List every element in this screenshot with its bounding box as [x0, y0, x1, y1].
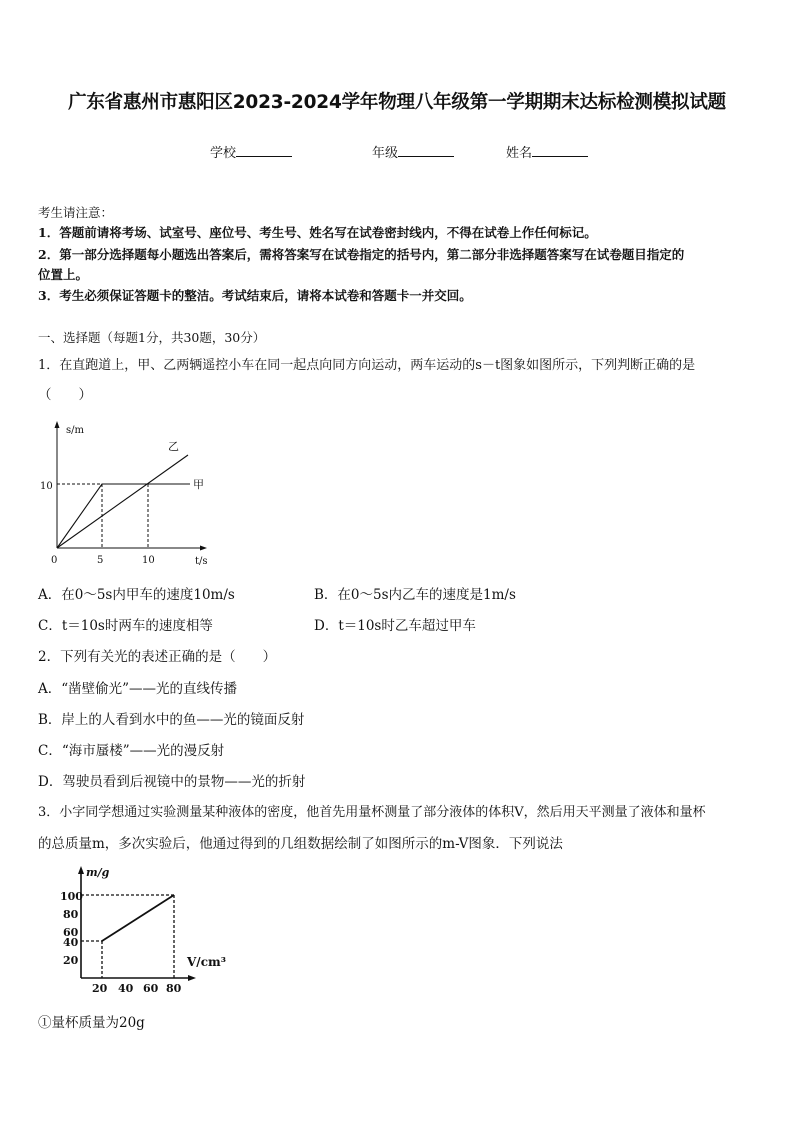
q3-y-arrow	[78, 866, 84, 874]
q1-option-a: A．在0～5s内甲车的速度10m/s	[38, 587, 235, 603]
section-heading: 一、选择题（每题1分，共30题，30分）	[38, 330, 266, 345]
q3-stem-line2: 的总质量m，多次实验后，他通过得到的几组数据绘制了如图所示的m-V图象．下列说法	[38, 836, 563, 852]
q1-xtick-10: 10	[142, 555, 155, 566]
name-blank	[532, 144, 588, 157]
q2-option-b: B．岸上的人看到水中的鱼——光的镜面反射	[38, 712, 305, 728]
q2-option-d: D．驾驶员看到后视镜中的景物——光的折射	[38, 774, 306, 790]
q3-ytick-80: 80	[63, 908, 79, 921]
grade-label: 年级	[372, 146, 399, 161]
q1-y-arrow	[55, 421, 60, 428]
q3-ytick-20: 20	[63, 954, 79, 967]
notice-item-3: 3．考生必须保证答题卡的整洁。考试结束后，请将本试卷和答题卡一并交回。	[38, 288, 472, 303]
q1-st-graph	[30, 418, 230, 570]
notice-item-1: 1．答题前请将考场、试室号、座位号、考生号、姓名写在试卷密封线内，不得在试卷上作任何标记。	[38, 225, 597, 240]
name-field	[506, 142, 588, 161]
q3-xtick-80: 80	[166, 982, 182, 995]
q3-ytick-40: 40	[63, 936, 79, 949]
q3-xtick-20: 20	[92, 982, 108, 995]
q1-origin: 0	[51, 555, 58, 566]
q3-x-arrow	[188, 975, 196, 981]
q1-x-arrow	[200, 546, 207, 551]
school-blank	[236, 144, 292, 157]
q1-option-b: B．在0～5s内乙车的速度是1m/s	[314, 587, 516, 603]
name-label: 姓名	[506, 146, 533, 161]
q2-option-a: A．“凿壁偷光”——光的直线传播	[38, 681, 238, 697]
q3-stem-line1: 3．小字同学想通过实验测量某种液体的密度，他首先用量杯测量了部分液体的体积V，然后用天平测量了液体和量杯	[38, 805, 706, 820]
q3-statement-1: ①量杯质量为20g	[38, 1015, 145, 1031]
q1-xtick-5: 5	[97, 555, 104, 566]
q3-xtick-40: 40	[118, 982, 134, 995]
notice-item-2: 2．第一部分选择题每小题选出答案后，需将答案写在试卷指定的括号内，第二部分非选择题答案写在试卷题目指定的	[38, 247, 685, 262]
q3-mv-graph	[50, 862, 230, 998]
grade-blank	[398, 144, 454, 157]
page-title: 广东省惠州市惠阳区2023-2024学年物理八年级第一学期期末达标检测模拟试题	[68, 92, 726, 113]
q3-ylabel: m/g	[86, 866, 110, 879]
q3-xtick-60: 60	[143, 982, 159, 995]
q1-option-c: C．t＝10s时两车的速度相等	[38, 618, 213, 634]
q3-ytick-100: 100	[60, 890, 83, 903]
q3-line-mv	[102, 895, 174, 941]
q1-line-yi	[57, 455, 188, 548]
school-label: 学校	[210, 146, 237, 161]
q1-ylabel: s/m	[66, 425, 84, 436]
q3-xlabel: V/cm³	[187, 955, 226, 969]
q1-label-yi: 乙	[168, 440, 179, 453]
notice-heading: 考生请注意：	[38, 205, 114, 220]
notice-item-2-cont: 位置上。	[38, 267, 89, 282]
q1-stem-line2: （ ）	[38, 387, 92, 403]
q1-ytick-10: 10	[40, 481, 53, 492]
q3-ytick-60: 60	[63, 926, 79, 939]
q1-line-jia	[57, 484, 190, 548]
q2-option-c: C．“海市蜃楼”——光的漫反射	[38, 743, 225, 759]
q2-stem: 2．下列有关光的表述正确的是（ ）	[38, 649, 277, 665]
q1-label-jia: 甲	[193, 478, 204, 491]
grade-field	[372, 142, 454, 161]
school-field	[210, 142, 292, 161]
q1-stem-line1: 1．在直跑道上，甲、乙两辆遥控小车在同一起点向同方向运动，两车运动的s－t图象如图所示，下列判断正确的是	[38, 358, 696, 373]
q1-option-d: D．t＝10s时乙车超过甲车	[314, 618, 476, 634]
q1-xlabel: t/s	[195, 556, 208, 567]
